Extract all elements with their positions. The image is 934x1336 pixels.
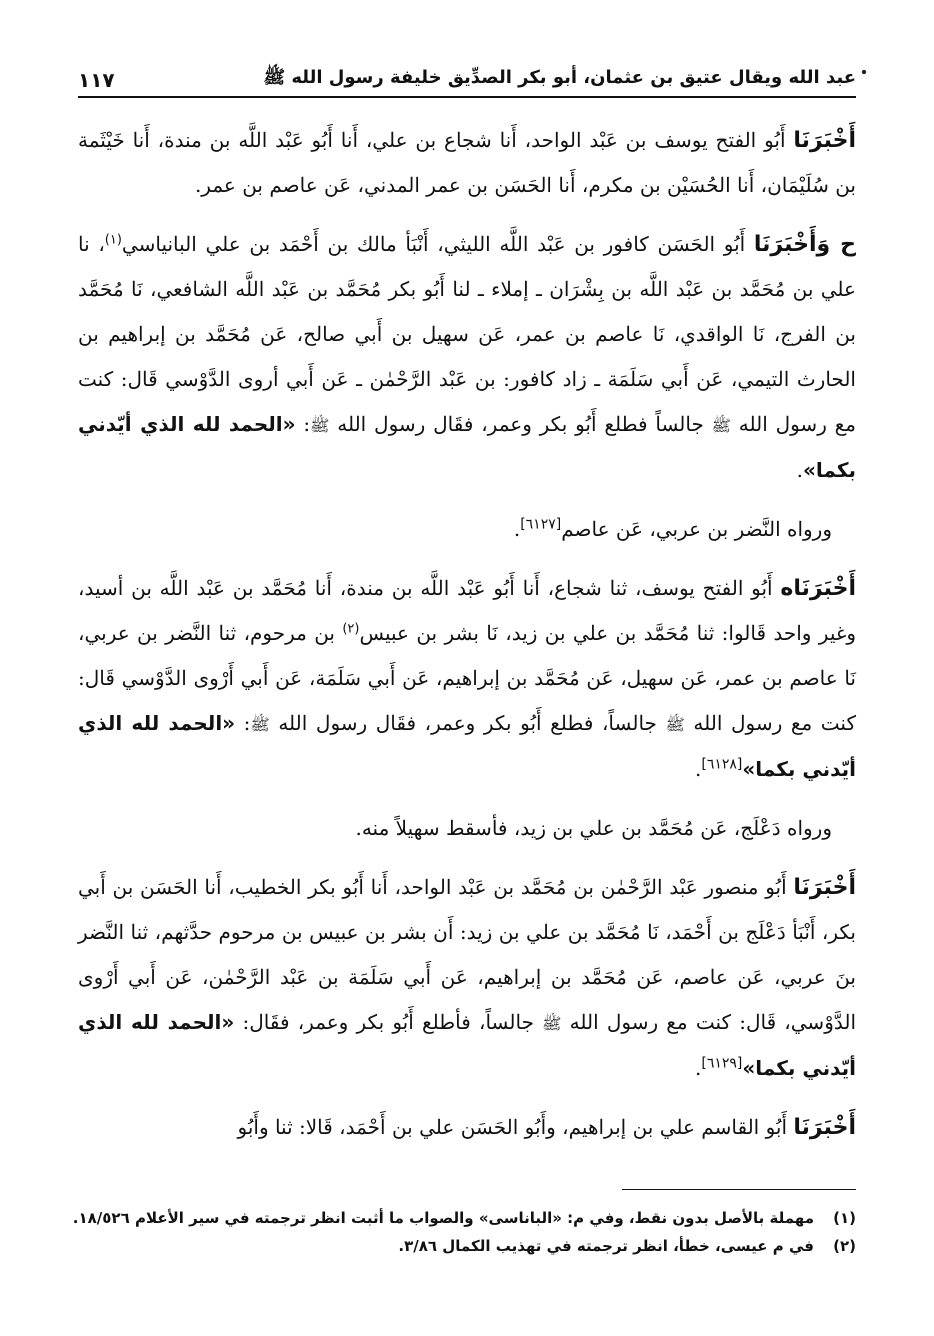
header-rule [78, 96, 856, 98]
hadith-text: «الحمد لله الذي أيّدني بكما» [78, 1010, 856, 1080]
chain-text: جالساً، فأطلع أَبُو بكر وعمر، فقَال: [234, 1010, 543, 1034]
chain-text: أَبُو منصور عَبْد الرَّحْمٰن بن مُحَمَّد بن عَبْد الواحد، أَنا أَبُو بكر الخطيب، أَنا الحَسَن بن أَبي بكر، أَنْبَأ دَعْلَج بن أَحْمَد، نَا مُحَمَّد بن علي بن زيد: أَن بشر بن عبيس بن مرحوم حدَّثهم، ثنا النَّضر بنَ عربي، عَن عاصم، عَن مُحَمَّد بن إبراهيم، عَن أَبي سَلَمَة بن عَبْد الرَّحْمٰن، عَن أَبي أَرْوى الدَّوْسي، قَال: كنت مع رسول الله [78, 875, 856, 1034]
footnote-marker-2[interactable]: (٢) [342, 621, 360, 637]
chain-lead: أَخْبَرَنَاه [780, 576, 856, 601]
chain-lead: أَخْبَرَنَا [793, 128, 856, 153]
chain-text: جالساً فطلع أَبُو بكر وعمر، فقَال رسول الله [329, 412, 712, 436]
salla-glyph: ﷺ [542, 1014, 562, 1033]
paragraph-4 [78, 566, 856, 792]
chain-text: : [235, 711, 251, 735]
chain-prefix: ح [830, 232, 856, 257]
chain-text: جالساً، فطلع أَبُو بكر وعمر، فقَال رسول الله [269, 711, 666, 735]
footnote-text: في م عيسى، خطأ، انظر ترجمته في تهذيب الكمال ٣/٨٦. [398, 1237, 814, 1255]
chain-text: أَبُو الفتح يوسف بن عَبْد الواحد، أَنا شجاع بن علي، أَنا أَبُو عَبْد اللَّه بن مندة، أَنا خَيْثَمة بن سُلَيْمَان، أَنا الحُسَيْن بن مكرم، أَنا الحَسَن بن عمر المدني، عَن عاصم بن عمر. [78, 128, 856, 197]
footnote-marker-1[interactable]: (١) [104, 232, 122, 248]
hadith-text: «الحمد لله الذي أيّدني بكما» [78, 711, 856, 781]
chain-text: . [695, 1056, 702, 1080]
chain-text: بن مرحوم، ثنا النَّضر بن عربي، نَا عاصم بن عمر، عَن سهيل، عَن مُحَمَّد بن إبراهيم، عَن أَبي سَلَمَة، عَن أَبي أَرْوى الدَّوْسي قَال: كنت مع رسول الله [78, 621, 856, 735]
footnote-rule [622, 1189, 856, 1190]
chain-text: . [796, 458, 804, 482]
paragraph-3 [78, 507, 856, 552]
salla-glyph: ﷺ [711, 416, 731, 435]
paragraph-2 [78, 222, 856, 493]
page-header [78, 58, 856, 92]
chain-text: أَبُو الحَسَن كافور بن عَبْد اللَّه الليثي، أَنْبَأ مالك بن أَحْمَد بن علي البانياسي [121, 232, 754, 256]
chain-lead: أَخْبَرَنَا [793, 1115, 856, 1140]
chain-text: أَبُو الفتح يوسف، ثنا شجاع، أَنا أَبُو عَبْد اللَّه بن مندة، أَنا مُحَمَّد بن عَبْد اللَّه بن أسيد، وغير واحد قَالوا: ثنا مُحَمَّد بن علي بن زيد، نَا بشر بن عبيس [78, 576, 856, 645]
page-number: ١١٧ [78, 68, 115, 92]
footnote-2 [78, 1232, 856, 1260]
salla-glyph: ﷺ [665, 715, 685, 734]
salla-glyph: ﷺ [310, 416, 330, 435]
footnote-number: (١) [833, 1209, 856, 1227]
chain-text: ورواه دَعْلَج، عَن مُحَمَّد بن علي بن زيد، فأسقط سهيلاً منه. [355, 816, 832, 840]
hadith-number: [٦١٢٧] [520, 516, 562, 533]
running-title: عبد الله ويقال عتيق بن عثمان، أبو بكر الصدِّيق خليفة رسول الله ﷺ [263, 67, 856, 88]
chain-text: . [513, 517, 521, 541]
hadith-number: [٦١٢٨] [701, 756, 743, 773]
chain-text: ، نا علي بن مُحَمَّد بن عَبْد اللَّه بن بِشْرَان ـ إملاء ـ لنا أَبُو بكر مُحَمَّد بن عَبْد اللَّه الشافعي، نَا مُحَمَّد بن الفرج، نَا الواقدي، نَا عاصم بن عمر، عَن سهيل بن أَبي صالح، عَن مُحَمَّد بن إبراهيم بن الحارث التيمي، عَن أَبي سَلَمَة ـ زاد كافور: بن عَبْد الرَّحْمٰن ـ عَن أَبي أروى الدَّوْسي قَال: كنت مع رسول الله [78, 232, 856, 436]
footnote-text: مهملة بالأصل بدون نقط، وفي م: «الباناسى» والصواب ما أثبت انظر ترجمته في سير الأعلام ١٨/٥٢٦. [72, 1209, 814, 1227]
chain-lead: أَخْبَرَنَا [793, 875, 856, 900]
paragraph-5 [78, 806, 856, 851]
hadith-text: «الحمد لله الذي أيّدني بكما» [78, 412, 856, 482]
main-text [78, 118, 856, 1164]
footnotes [72, 1204, 856, 1260]
footnote-1 [72, 1204, 856, 1232]
hadith-number: [٦١٢٩] [701, 1055, 743, 1072]
chain-text: . [695, 757, 702, 781]
paragraph-1 [78, 118, 856, 208]
paragraph-7 [78, 1105, 856, 1150]
header-dot [862, 70, 866, 74]
chain-text: ورواه النَّضر بن عربي، عَن عاصم [561, 517, 832, 541]
paragraph-6 [78, 865, 856, 1091]
chain-lead: وَأَخْبَرَنَا [753, 232, 831, 257]
chain-text: : [295, 412, 311, 436]
chain-text: أَبُو القاسم علي بن إبراهيم، وأَبُو الحَسَن علي بن أَحْمَد، قَالا: ثنا وأَبُو [237, 1115, 794, 1139]
footnote-number: (٢) [833, 1237, 856, 1255]
salla-glyph: ﷺ [250, 715, 270, 734]
